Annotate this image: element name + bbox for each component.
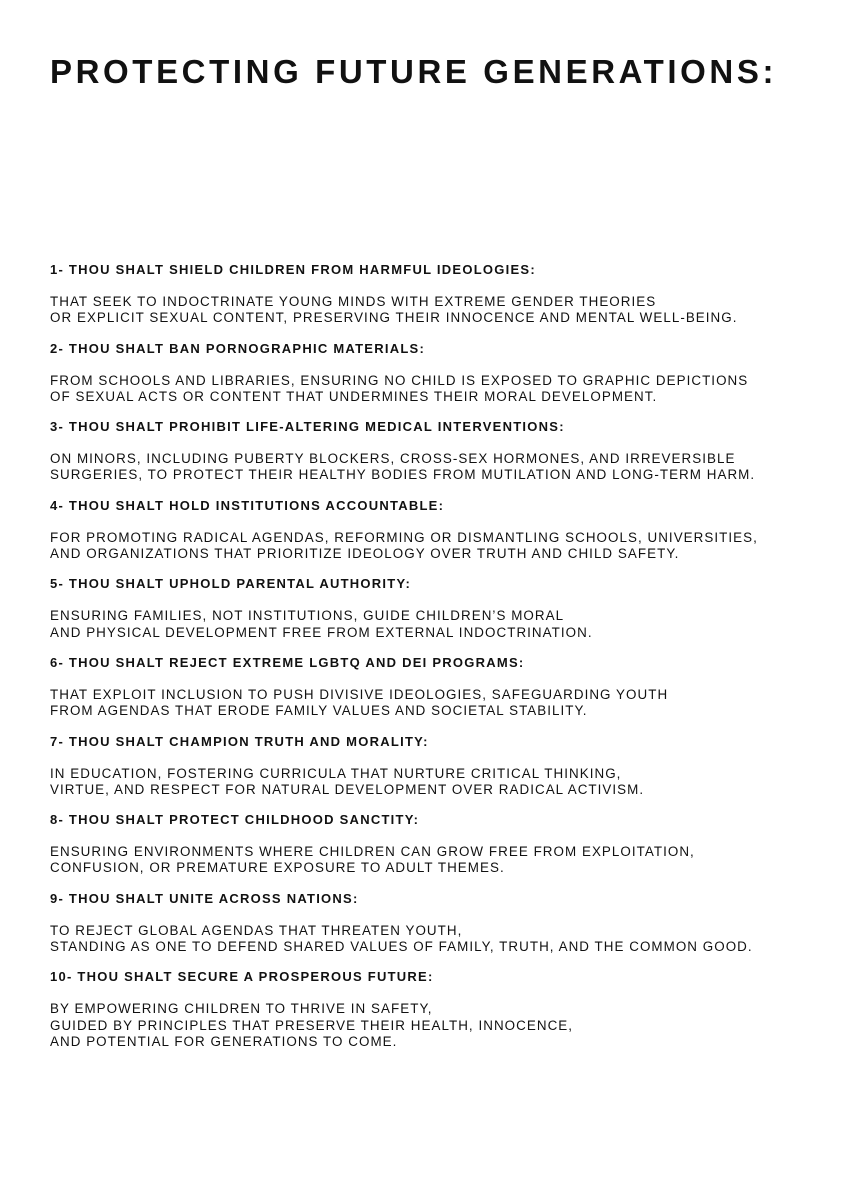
commandment-body <box>50 451 840 484</box>
body-line: GUIDED BY PRINCIPLES THAT PRESERVE THEIR HEALTH, INNOCENCE, <box>50 1017 574 1033</box>
commandment-item <box>50 734 840 799</box>
body-line: FROM AGENDAS THAT ERODE FAMILY VALUES AND SOCIETAL STABILITY. <box>50 703 588 719</box>
commandment-heading: 4- THOU SHALT HOLD INSTITUTIONS ACCOUNTABLE: <box>50 497 445 513</box>
commandment-heading: 9- THOU SHALT UNITE ACROSS NATIONS: <box>50 890 359 906</box>
commandment-item <box>50 969 840 1050</box>
body-line: ENSURING FAMILIES, NOT INSTITUTIONS, GUIDE CHILDREN’S MORAL <box>50 608 565 624</box>
body-line: AND ORGANIZATIONS THAT PRIORITIZE IDEOLOGY OVER TRUTH AND CHILD SAFETY. <box>50 546 680 562</box>
commandment-body <box>50 844 840 877</box>
page-title: PROTECTING FUTURE GENERATIONS: <box>50 53 778 90</box>
commandment-item <box>50 419 840 484</box>
commandment-heading: 8- THOU SHALT PROTECT CHILDHOOD SANCTITY: <box>50 812 420 828</box>
commandment-item <box>50 655 840 720</box>
commandment-heading: 6- THOU SHALT REJECT EXTREME LGBTQ AND DEI PROGRAMS: <box>50 654 525 670</box>
commandment-body <box>50 766 840 799</box>
commandment-body <box>50 294 840 327</box>
commandment-heading: 2- THOU SHALT BAN PORNOGRAPHIC MATERIALS: <box>50 340 426 356</box>
body-line: FOR PROMOTING RADICAL AGENDAS, REFORMING OR DISMANTLING SCHOOLS, UNIVERSITIES, <box>50 529 758 545</box>
commandment-heading: 7- THOU SHALT CHAMPION TRUTH AND MORALITY: <box>50 733 429 749</box>
body-line: VIRTUE, AND RESPECT FOR NATURAL DEVELOPMENT OVER RADICAL ACTIVISM. <box>50 781 645 797</box>
commandment-body <box>50 687 840 720</box>
body-line: SURGERIES, TO PROTECT THEIR HEALTHY BODIES FROM MUTILATION AND LONG-TERM HARM. <box>50 467 756 483</box>
body-line: AND PHYSICAL DEVELOPMENT FREE FROM EXTERNAL INDOCTRINATION. <box>50 624 593 640</box>
commandment-heading: 5- THOU SHALT UPHOLD PARENTAL AUTHORITY: <box>50 576 412 592</box>
body-line: AND POTENTIAL FOR GENERATIONS TO COME. <box>50 1033 398 1049</box>
commandment-body <box>50 1001 840 1050</box>
body-line: THAT SEEK TO INDOCTRINATE YOUNG MINDS WITH EXTREME GENDER THEORIES <box>50 294 657 309</box>
commandment-heading: 3- THOU SHALT PROHIBIT LIFE-ALTERING MEDICAL INTERVENTIONS: <box>50 419 565 435</box>
commandment-heading: 1- THOU SHALT SHIELD CHILDREN FROM HARMFUL IDEOLOGIES: <box>50 262 536 277</box>
body-line: STANDING AS ONE TO DEFEND SHARED VALUES OF FAMILY, TRUTH, AND THE COMMON GOOD. <box>50 939 753 955</box>
body-line: TO REJECT GLOBAL AGENDAS THAT THREATEN YOUTH, <box>50 922 463 938</box>
commandment-list <box>50 262 840 1064</box>
body-line: IN EDUCATION, FOSTERING CURRICULA THAT NURTURE CRITICAL THINKING, <box>50 765 622 781</box>
commandment-heading: 10- THOU SHALT SECURE A PROSPEROUS FUTURE: <box>50 969 434 985</box>
body-line: FROM SCHOOLS AND LIBRARIES, ENSURING NO CHILD IS EXPOSED TO GRAPHIC DEPICTIONS <box>50 372 749 388</box>
body-line: BY EMPOWERING CHILDREN TO THRIVE IN SAFETY, <box>50 1001 433 1017</box>
body-line: THAT EXPLOIT INCLUSION TO PUSH DIVISIVE IDEOLOGIES, SAFEGUARDING YOUTH <box>50 686 669 702</box>
commandment-item <box>50 812 840 877</box>
body-line: ON MINORS, INCLUDING PUBERTY BLOCKERS, CROSS-SEX HORMONES, AND IRREVERSIBLE <box>50 451 736 467</box>
commandment-item <box>50 498 840 563</box>
commandment-body <box>50 373 840 406</box>
commandment-item <box>50 262 840 327</box>
body-line: CONFUSION, OR PREMATURE EXPOSURE TO ADULT THEMES. <box>50 860 505 876</box>
commandment-body <box>50 608 840 641</box>
body-line: OF SEXUAL ACTS OR CONTENT THAT UNDERMINES THEIR MORAL DEVELOPMENT. <box>50 388 658 404</box>
commandment-item <box>50 576 840 641</box>
body-line: ENSURING ENVIRONMENTS WHERE CHILDREN CAN GROW FREE FROM EXPLOITATION, <box>50 844 695 860</box>
commandment-item <box>50 341 840 406</box>
commandment-item <box>50 891 840 956</box>
commandment-body <box>50 923 840 956</box>
commandment-body <box>50 530 840 563</box>
body-line: OR EXPLICIT SEXUAL CONTENT, PRESERVING THEIR INNOCENCE AND MENTAL WELL-BEING. <box>50 310 738 326</box>
